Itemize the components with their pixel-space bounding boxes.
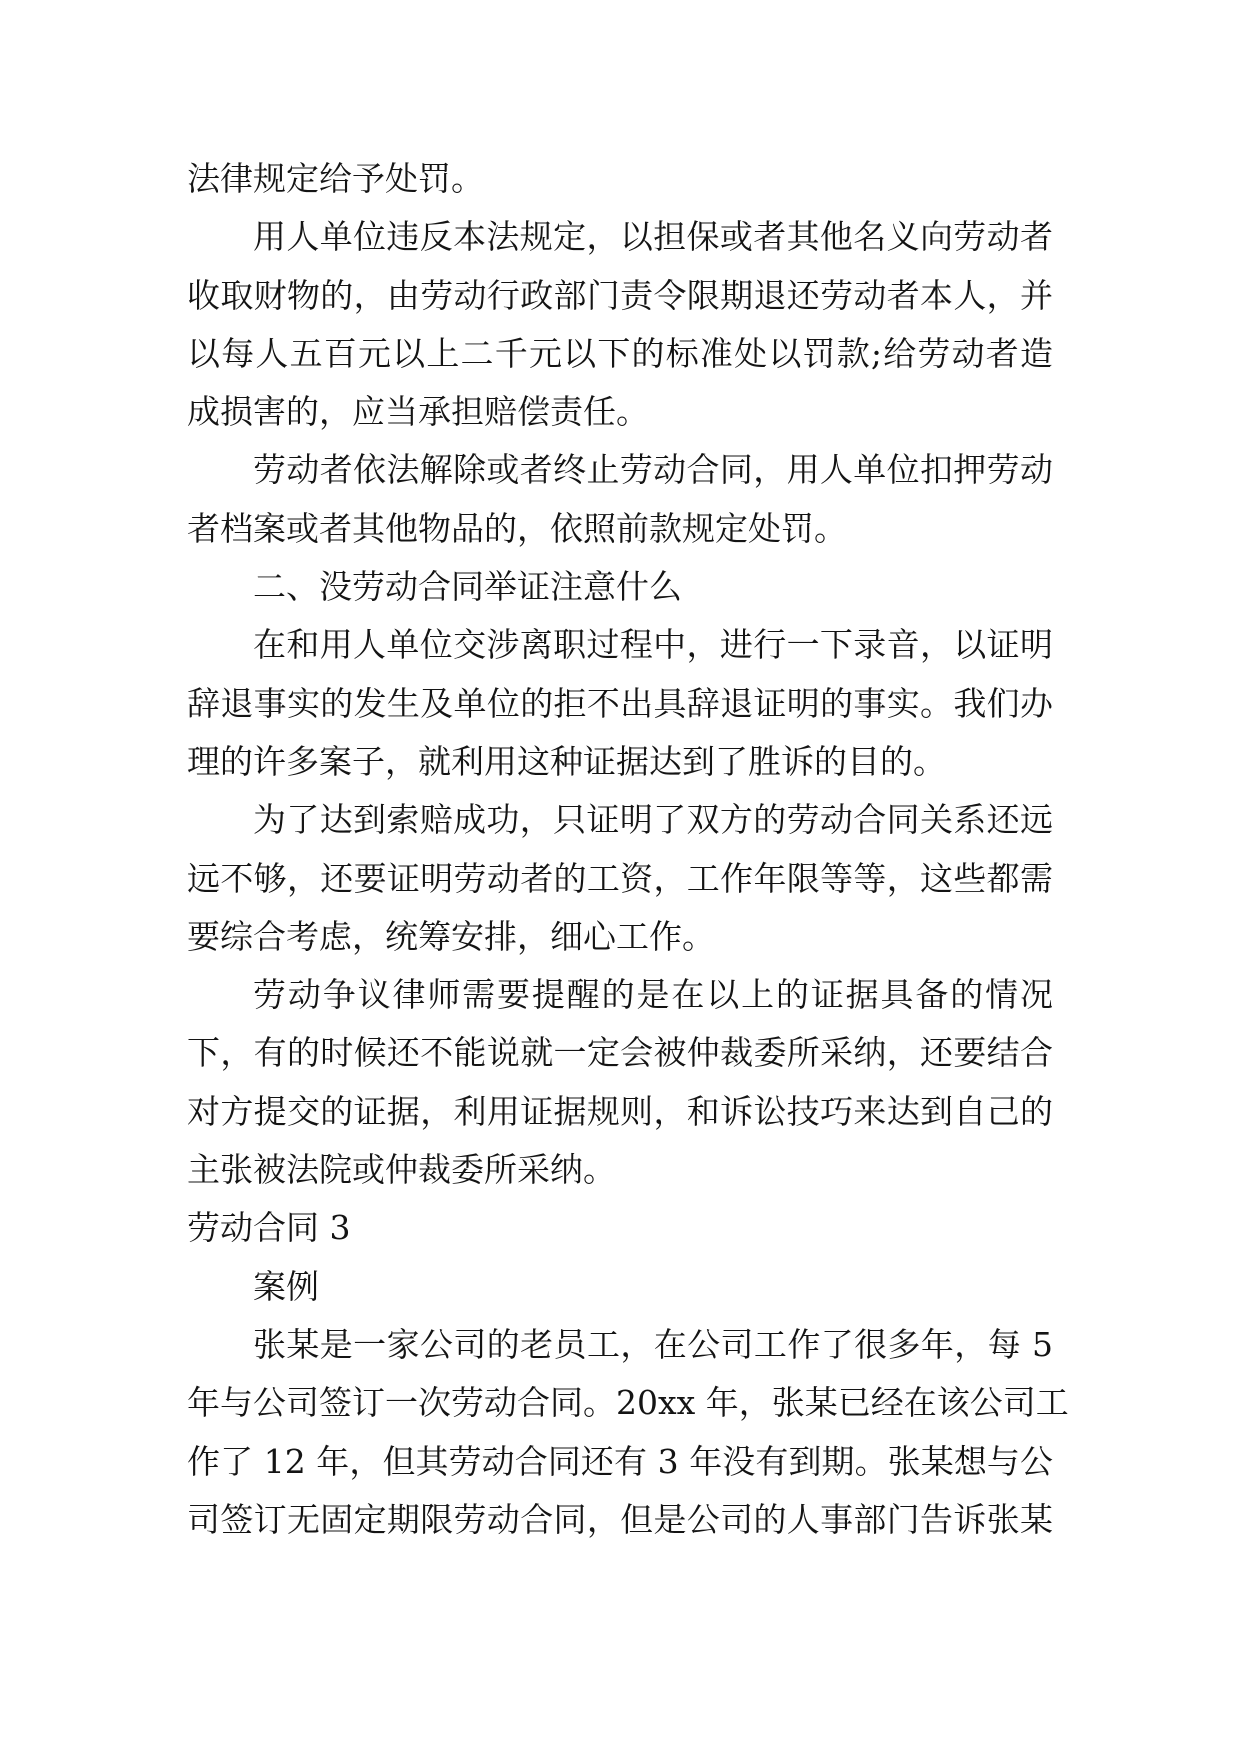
body-text bbox=[187, 150, 1069, 1549]
document-title bbox=[187, 1199, 1053, 1257]
text-line: 者档案或者其他物品的，依照前款规定处罚。 bbox=[187, 508, 847, 548]
text-line: 成损害的，应当承担赔偿责任。 bbox=[187, 392, 649, 432]
text-line: 对方提交的证据，利用证据规则，和诉讼技巧来达到自己的 bbox=[187, 1091, 1053, 1131]
text-line: 下，有的时候还不能说就一定会被仲裁委所采纳，还要结合 bbox=[187, 1033, 1053, 1073]
text-line: 劳动者依法解除或者终止劳动合同，用人单位扣押劳动 bbox=[253, 450, 1053, 490]
text-line: 辞退事实的发生及单位的拒不出具辞退证明的事实。我们办 bbox=[187, 683, 1053, 723]
paragraph bbox=[187, 791, 1053, 966]
paragraph bbox=[187, 616, 1053, 791]
text-line: 以每人五百元以上二千元以下的标准处以罚款;给劳动者造 bbox=[187, 333, 1053, 373]
text-line: 要综合考虑，统筹安排，细心工作。 bbox=[187, 916, 715, 956]
text-line: 收取财物的，由劳动行政部门责令限期退还劳动者本人，并 bbox=[187, 275, 1053, 315]
text-line: 张某是一家公司的老员工，在公司工作了很多年，每 5 bbox=[253, 1324, 1053, 1364]
case-label-text: 案例 bbox=[253, 1266, 319, 1306]
text-line: 用人单位违反本法规定，以担保或者其他名义向劳动者 bbox=[253, 217, 1053, 257]
text-line: 作了 12 年，但其劳动合同还有 3 年没有到期。张某想与公 bbox=[187, 1441, 1053, 1481]
text-line: 主张被法院或仲裁委所采纳。 bbox=[187, 1150, 616, 1190]
section-heading-text: 二、没劳动合同举证注意什么 bbox=[253, 567, 682, 607]
paragraph bbox=[187, 966, 1053, 1199]
text-line: 司签订无固定期限劳动合同，但是公司的人事部门告诉张某 bbox=[187, 1499, 1053, 1539]
paragraph-continuation bbox=[187, 150, 1053, 208]
text-line: 法律规定给予处罚。 bbox=[187, 159, 484, 198]
paragraph bbox=[187, 1316, 1069, 1549]
text-line: 劳动争议律师需要提醒的是在以上的证据具备的情况 bbox=[253, 975, 1053, 1015]
text-line: 在和用人单位交涉离职过程中，进行一下录音，以证明 bbox=[253, 625, 1053, 665]
section-heading bbox=[187, 558, 1053, 616]
case-label bbox=[187, 1258, 1053, 1316]
document-title-text: 劳动合同 3 bbox=[187, 1208, 351, 1248]
paragraph bbox=[187, 441, 1053, 558]
text-line: 理的许多案子，就利用这种证据达到了胜诉的目的。 bbox=[187, 741, 946, 781]
paragraph bbox=[187, 208, 1053, 441]
text-line: 年与公司签订一次劳动合同。20xx 年，张某已经在该公司工 bbox=[187, 1383, 1069, 1423]
text-line: 为了达到索赔成功，只证明了双方的劳动合同关系还远 bbox=[253, 800, 1053, 840]
text-line: 远不够，还要证明劳动者的工资，工作年限等等，这些都需 bbox=[187, 858, 1053, 898]
